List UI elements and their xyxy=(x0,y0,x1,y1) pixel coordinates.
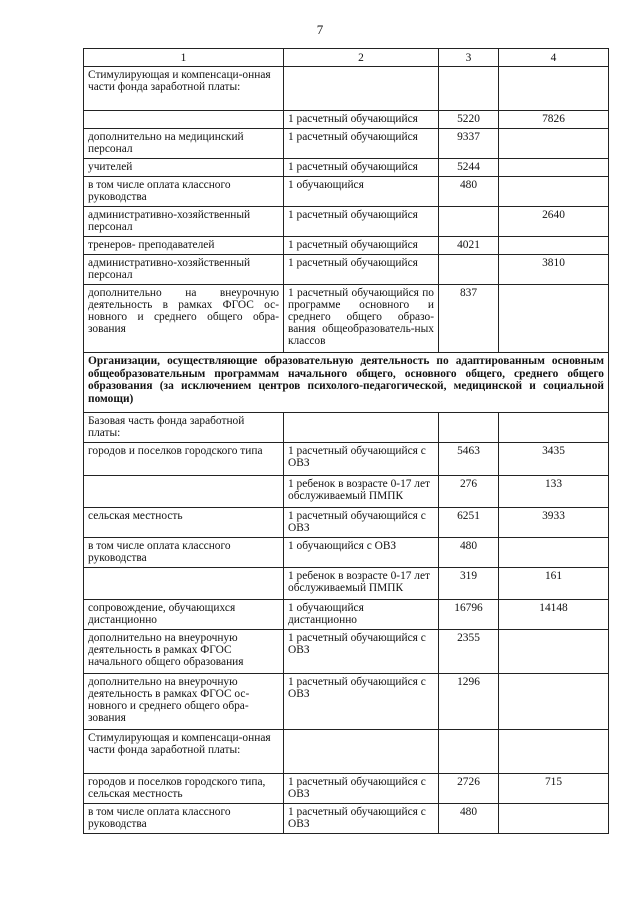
unit-cell: 1 расчетный обучающийся по программе основного и среднего общего образо-вания общеобразователь-ных классов xyxy=(284,285,439,353)
value-cell: 1296 xyxy=(439,674,499,730)
tariff-table xyxy=(83,48,609,834)
value-cell: 4021 xyxy=(439,237,499,255)
value-cell-2: 161 xyxy=(499,568,609,600)
indicator-cell: административно-хозяйственный персонал xyxy=(84,207,284,237)
value-cell xyxy=(439,730,499,774)
unit-cell: 1 расчетный обучающийся xyxy=(284,237,439,255)
value-cell: 5244 xyxy=(439,159,499,177)
unit-cell: 1 ребенок в возрасте 0-17 лет обслуживаемый ПМПК xyxy=(284,568,439,600)
indicator-cell: дополнительно на медицинский персонал xyxy=(84,129,284,159)
indicator-cell xyxy=(84,568,284,600)
unit-cell: 1 расчетный обучающийся xyxy=(284,129,439,159)
value-cell-2 xyxy=(499,413,609,443)
value-cell-2 xyxy=(499,804,609,834)
value-cell: 276 xyxy=(439,476,499,508)
unit-cell: 1 обучающийся дистанционно xyxy=(284,600,439,630)
table-row xyxy=(84,67,609,111)
unit-cell: 1 расчетный обучающийся с ОВЗ xyxy=(284,674,439,730)
indicator-cell: административно-хозяйственный персонал xyxy=(84,255,284,285)
unit-cell: 1 обучающийся xyxy=(284,177,439,207)
value-cell: 2726 xyxy=(439,774,499,804)
value-cell: 837 xyxy=(439,285,499,353)
value-cell-2: 3435 xyxy=(499,443,609,476)
value-cell-2 xyxy=(499,177,609,207)
value-cell xyxy=(439,67,499,111)
column-header-2: 2 xyxy=(284,49,439,67)
value-cell-2 xyxy=(499,129,609,159)
value-cell-2 xyxy=(499,159,609,177)
table-row xyxy=(84,508,609,538)
value-cell-2 xyxy=(499,630,609,674)
unit-cell: 1 расчетный обучающийся xyxy=(284,255,439,285)
page-number: 7 xyxy=(316,22,324,37)
value-cell-2 xyxy=(499,67,609,111)
section-heading-row xyxy=(84,353,609,413)
indicator-cell: Стимулирующая и компенсаци-онная части фонда заработной платы: xyxy=(84,67,284,111)
table-row xyxy=(84,237,609,255)
value-cell-2: 14148 xyxy=(499,600,609,630)
unit-cell: 1 расчетный обучающийся с ОВЗ xyxy=(284,774,439,804)
table-row xyxy=(84,600,609,630)
table-row xyxy=(84,207,609,237)
value-cell-2: 715 xyxy=(499,774,609,804)
value-cell: 16796 xyxy=(439,600,499,630)
value-cell xyxy=(439,207,499,237)
table-row xyxy=(84,177,609,207)
value-cell: 480 xyxy=(439,177,499,207)
value-cell: 480 xyxy=(439,804,499,834)
indicator-cell: городов и поселков городского типа, сельская местность xyxy=(84,774,284,804)
table-row xyxy=(84,674,609,730)
unit-cell: 1 расчетный обучающийся с ОВЗ xyxy=(284,630,439,674)
value-cell-2: 7826 xyxy=(499,111,609,129)
table-row xyxy=(84,111,609,129)
unit-cell: 1 обучающийся с ОВЗ xyxy=(284,538,439,568)
indicator-cell: городов и поселков городского типа xyxy=(84,443,284,476)
indicator-cell: дополнительно на внеурочную деятельность в рамках ФГОС ос-новного и среднего общего обра-зования xyxy=(84,285,284,353)
indicator-cell: учителей xyxy=(84,159,284,177)
unit-cell: 1 расчетный обучающийся с ОВЗ xyxy=(284,508,439,538)
value-cell-2: 2640 xyxy=(499,207,609,237)
column-header-3: 3 xyxy=(439,49,499,67)
value-cell xyxy=(439,255,499,285)
table-row xyxy=(84,804,609,834)
unit-cell: 1 расчетный обучающийся с ОВЗ xyxy=(284,804,439,834)
unit-cell: 1 расчетный обучающийся с ОВЗ xyxy=(284,443,439,476)
value-cell-2 xyxy=(499,538,609,568)
value-cell-2 xyxy=(499,285,609,353)
value-cell-2 xyxy=(499,730,609,774)
table-row xyxy=(84,774,609,804)
value-cell-2: 3810 xyxy=(499,255,609,285)
indicator-cell: тренеров- преподавателей xyxy=(84,237,284,255)
value-cell: 5220 xyxy=(439,111,499,129)
indicator-cell: дополнительно на внеурочную деятельность в рамках ФГОС ос-новного и среднего общего обра-зования xyxy=(84,674,284,730)
table-row xyxy=(84,730,609,774)
table-row xyxy=(84,630,609,674)
indicator-cell: Базовая часть фонда заработной платы: xyxy=(84,413,284,443)
value-cell-2 xyxy=(499,237,609,255)
section-heading: Организации, осуществляющие образовательную деятельность по адаптированным основным общеобразовательным программам начального общего, основного общего, среднего общего образования (за исключением центров психолого-педагогической, медицинской и социальной помощи) xyxy=(84,353,609,413)
indicator-cell xyxy=(84,111,284,129)
value-cell: 9337 xyxy=(439,129,499,159)
unit-cell: 1 расчетный обучающийся xyxy=(284,159,439,177)
table-row xyxy=(84,413,609,443)
value-cell-2: 3933 xyxy=(499,508,609,538)
indicator-cell xyxy=(84,476,284,508)
unit-cell: 1 расчетный обучающийся xyxy=(284,111,439,129)
indicator-cell: сельская местность xyxy=(84,508,284,538)
table-row xyxy=(84,538,609,568)
value-cell: 480 xyxy=(439,538,499,568)
unit-cell xyxy=(284,413,439,443)
indicator-cell: в том числе оплата классного руководства xyxy=(84,804,284,834)
value-cell: 2355 xyxy=(439,630,499,674)
table-row xyxy=(84,159,609,177)
indicator-cell: в том числе оплата классного руководства xyxy=(84,538,284,568)
unit-cell: 1 расчетный обучающийся xyxy=(284,207,439,237)
indicator-cell: дополнительно на внеурочную деятельность в рамках ФГОС начального общего образования xyxy=(84,630,284,674)
table-row xyxy=(84,476,609,508)
value-cell: 6251 xyxy=(439,508,499,538)
column-header-1: 1 xyxy=(84,49,284,67)
value-cell: 319 xyxy=(439,568,499,600)
table-row xyxy=(84,255,609,285)
unit-cell xyxy=(284,67,439,111)
table-row xyxy=(84,568,609,600)
table-row xyxy=(84,443,609,476)
value-cell-2 xyxy=(499,674,609,730)
unit-cell: 1 ребенок в возрасте 0-17 лет обслуживаемый ПМПК xyxy=(284,476,439,508)
indicator-cell: сопровождение, обучающихся дистанционно xyxy=(84,600,284,630)
value-cell-2: 133 xyxy=(499,476,609,508)
table-header-row xyxy=(84,49,609,67)
unit-cell xyxy=(284,730,439,774)
value-cell xyxy=(439,413,499,443)
column-header-4: 4 xyxy=(499,49,609,67)
indicator-cell: Стимулирующая и компенсаци-онная части фонда заработной платы: xyxy=(84,730,284,774)
value-cell: 5463 xyxy=(439,443,499,476)
indicator-cell: в том числе оплата классного руководства xyxy=(84,177,284,207)
table-row xyxy=(84,285,609,353)
table-row xyxy=(84,129,609,159)
